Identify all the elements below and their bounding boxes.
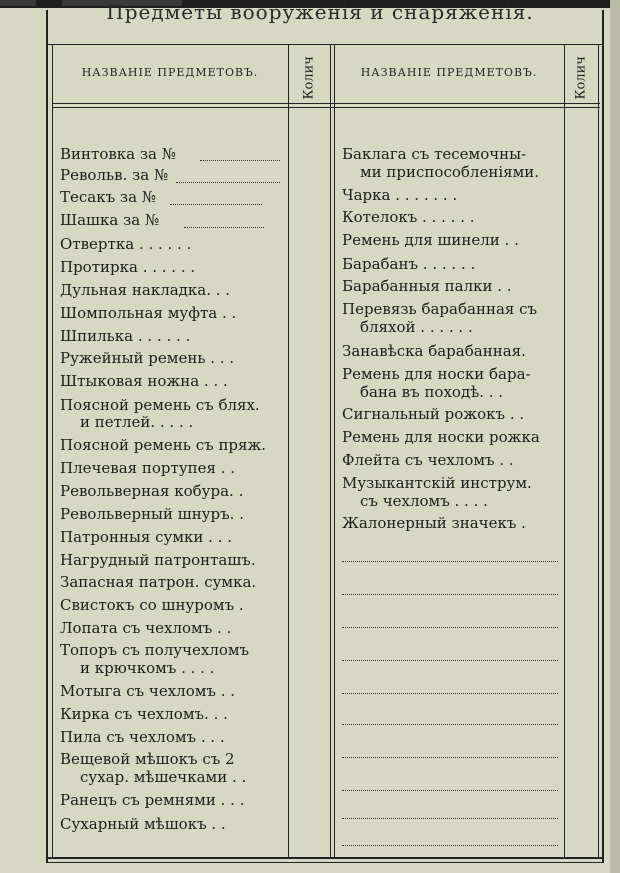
- list-item: Револьверный шнуръ. .: [60, 505, 244, 523]
- list-item: Ремень для носки рожка: [342, 428, 540, 446]
- list-item: Сигнальный рожокъ . .: [342, 405, 525, 423]
- blank-line: [342, 724, 558, 725]
- list-item-continued: бана въ походѣ. . .: [360, 383, 504, 401]
- list-item: Свистокъ со шнуромъ .: [60, 596, 244, 614]
- col-line: [598, 44, 599, 857]
- list-item: Поясной ремень съ пряж.: [60, 436, 267, 454]
- list-item: Дульная накладка. . .: [60, 281, 231, 299]
- list-item: Тесакъ за №: [60, 188, 156, 206]
- list-item: Шашка за №: [60, 211, 160, 229]
- fill-line: [184, 227, 264, 228]
- blank-line: [342, 660, 558, 661]
- blank-line: [342, 627, 558, 628]
- table-border-left: [46, 10, 48, 862]
- table-border-right: [602, 10, 604, 862]
- list-item: Нагрудный патронташъ.: [60, 551, 256, 569]
- list-item: Запасная патрон. сумка.: [60, 573, 257, 591]
- table-bottom-rule-2: [46, 862, 604, 863]
- list-item: Котелокъ . . . . . .: [342, 208, 475, 226]
- list-item: Пила съ чехломъ . . .: [60, 728, 225, 746]
- list-item: Штыковая ножна . . .: [60, 372, 228, 390]
- list-item: Чарка . . . . . . .: [342, 186, 458, 204]
- list-item: Револьверная кобура. .: [60, 482, 244, 500]
- list-item-continued: бляхой . . . . . .: [360, 318, 473, 336]
- list-item: Ружейный ремень . . .: [60, 349, 235, 367]
- list-item-continued: ми приспособленіями.: [360, 163, 540, 181]
- header-name-left: НАЗВАНІЕ ПРЕДМЕТОВЪ.: [81, 66, 259, 79]
- list-item: Мотыга съ чехломъ . .: [60, 682, 236, 700]
- list-item-continued: и петлей. . . . .: [80, 413, 194, 431]
- blank-line: [342, 561, 558, 562]
- list-item: Топоръ съ получехломъ: [60, 641, 250, 659]
- list-item: Шомпольная муфта . .: [60, 304, 237, 322]
- list-item: Баклага съ тесемочны-: [342, 145, 527, 163]
- list-item: Лопата съ чехломъ . .: [60, 619, 232, 637]
- header-rule-2: [52, 107, 600, 108]
- col-line: [52, 44, 53, 857]
- col-line: [330, 44, 331, 857]
- list-item: Барабанныя палки . .: [342, 277, 512, 295]
- blank-line: [342, 757, 558, 758]
- header-rule-1: [52, 103, 600, 104]
- fill-line: [176, 182, 280, 183]
- list-item-continued: съ чехломъ . . . .: [360, 492, 488, 510]
- list-item: Протирка . . . . . .: [60, 258, 196, 276]
- header-qty-right: Колич: [573, 56, 589, 100]
- list-item: Флейта съ чехломъ . .: [342, 451, 514, 469]
- list-item: Патронныя сумки . . .: [60, 528, 232, 546]
- blank-line: [342, 845, 558, 846]
- list-item: Ранецъ съ ремнями . . .: [60, 791, 245, 809]
- table-bottom-rule: [46, 857, 604, 859]
- col-line: [288, 44, 289, 857]
- list-item: Вещевой мѣшокъ съ 2: [60, 750, 235, 768]
- list-item: Барабанъ . . . . . .: [342, 255, 476, 273]
- header-qty-left: Колич: [301, 56, 317, 100]
- blank-line: [342, 818, 558, 819]
- fill-line: [200, 160, 280, 161]
- list-item: Перевязь барабанная съ: [342, 300, 538, 318]
- list-item: Револьв. за №: [60, 166, 169, 184]
- list-item-continued: сухар. мѣшечками . .: [80, 768, 247, 786]
- list-item-continued: и крючкомъ . . . .: [80, 659, 215, 677]
- list-item: Кирка съ чехломъ. . .: [60, 705, 228, 723]
- header-top-rule: [46, 44, 604, 45]
- blank-line: [342, 693, 558, 694]
- list-item: Ремень для шинели . .: [342, 231, 519, 249]
- list-item: Отвертка . . . . . .: [60, 235, 192, 253]
- list-item: Музыкантскій инструм.: [342, 474, 532, 492]
- list-item: Винтовка за №: [60, 145, 176, 163]
- top-bar-button[interactable]: [0, 0, 36, 6]
- blank-line: [342, 790, 558, 791]
- blank-line: [342, 594, 558, 595]
- list-item: Шпилька . . . . . .: [60, 327, 191, 345]
- list-item: Сухарный мѣшокъ . .: [60, 815, 226, 833]
- list-item: Поясной ремень съ блях.: [60, 396, 260, 414]
- list-item: Занавѣска барабанная.: [342, 342, 526, 360]
- header-name-right: НАЗВАНІЕ ПРЕДМЕТОВЪ.: [360, 66, 538, 79]
- fill-line: [170, 204, 262, 205]
- list-item: Плечевая портупея . .: [60, 459, 236, 477]
- list-item: Ремень для носки бара-: [342, 365, 531, 383]
- list-item: Жалонерный значекъ .: [342, 514, 526, 532]
- page-edge: [610, 0, 620, 873]
- col-line: [564, 44, 565, 857]
- col-line: [334, 44, 335, 857]
- page-title: Предметы вооруженія и снаряженія.: [106, 4, 534, 24]
